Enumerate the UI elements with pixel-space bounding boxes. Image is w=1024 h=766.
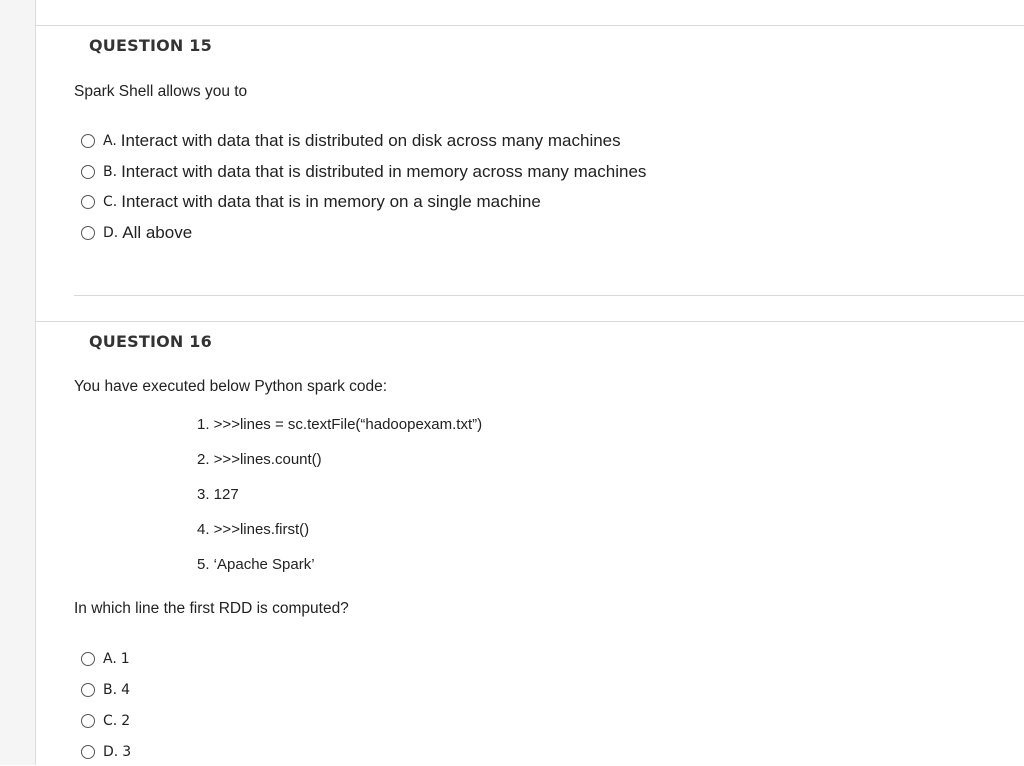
code-line-4: 4. >>>lines.first()	[197, 521, 310, 538]
radio-button[interactable]	[81, 134, 95, 148]
answer-letter: B.	[103, 164, 118, 180]
radio-button[interactable]	[81, 165, 95, 179]
radio-button[interactable]	[81, 683, 95, 697]
answer-text: Interact with data that is distributed on disk across many machines	[120, 131, 621, 150]
section-divider	[74, 295, 1024, 296]
question-title: QUESTION 15	[89, 36, 212, 55]
code-line-1: 1. >>>lines = sc.textFile(“hadoopexam.txt”)	[197, 416, 483, 433]
answer-letter: C.	[103, 194, 118, 210]
answer-option-b[interactable]	[81, 160, 646, 184]
answer-text: 1	[120, 651, 130, 667]
answer-letter: C.	[103, 713, 118, 729]
question-16	[36, 321, 1024, 766]
answer-letter: B.	[103, 682, 118, 698]
answer-letter: A.	[103, 651, 117, 667]
answer-text: 3	[122, 744, 132, 760]
answer-option-c[interactable]	[81, 709, 130, 733]
code-line-3: 3. 127	[197, 486, 239, 503]
answer-letter: D.	[103, 225, 119, 241]
answer-option-d[interactable]	[81, 740, 131, 764]
question-prompt: Spark Shell allows you to	[74, 83, 248, 100]
question-15	[36, 25, 1024, 296]
answer-letter: D.	[103, 744, 119, 760]
answer-text: Interact with data that is distributed in memory across many machines	[121, 162, 647, 181]
left-rail	[0, 0, 36, 765]
answer-text: Interact with data that is in memory on a single machine	[121, 192, 541, 211]
code-line-2: 2. >>>lines.count()	[197, 451, 322, 468]
answer-option-b[interactable]	[81, 678, 130, 702]
answer-option-c[interactable]	[81, 190, 541, 214]
question-subprompt: In which line the first RDD is computed?	[74, 600, 349, 617]
answer-option-a[interactable]	[81, 647, 130, 671]
radio-button[interactable]	[81, 652, 95, 666]
answer-option-a[interactable]	[81, 129, 621, 153]
radio-button[interactable]	[81, 226, 95, 240]
code-line-5: 5. ‘Apache Spark’	[197, 556, 315, 573]
radio-button[interactable]	[81, 745, 95, 759]
answer-letter: A.	[103, 133, 117, 149]
answer-text: 2	[121, 713, 131, 729]
question-title: QUESTION 16	[89, 332, 212, 351]
answer-option-d[interactable]	[81, 221, 192, 245]
question-prompt: You have executed below Python spark code:	[74, 378, 388, 395]
answer-text: All above	[122, 223, 193, 242]
radio-button[interactable]	[81, 714, 95, 728]
radio-button[interactable]	[81, 195, 95, 209]
answer-text: 4	[121, 682, 130, 698]
